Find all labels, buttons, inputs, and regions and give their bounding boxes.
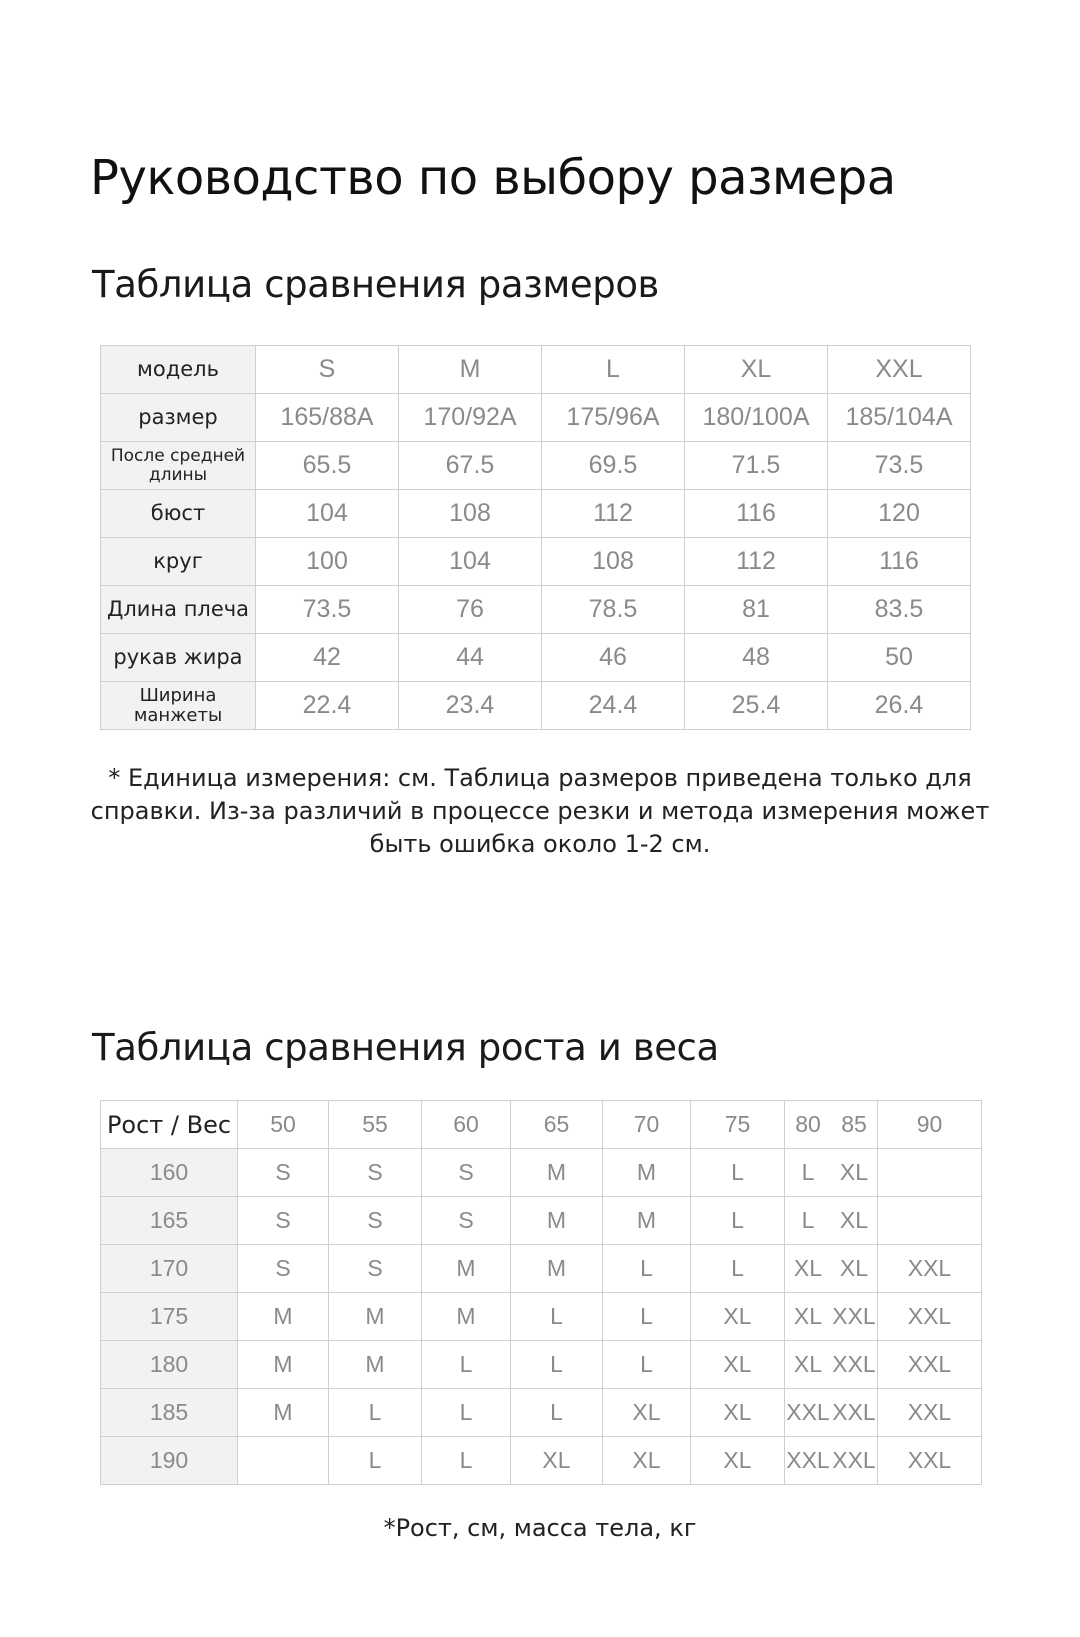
size-cell: XL xyxy=(793,1303,823,1329)
size-cell: S xyxy=(329,1245,422,1293)
height-label: 160 xyxy=(101,1149,238,1197)
header-label: модель xyxy=(101,346,256,394)
size-cell: XL xyxy=(793,1351,823,1377)
size-cell-pair-wrap xyxy=(785,1399,877,1426)
size-cell: XXL xyxy=(832,1399,876,1425)
size-cell: XXL xyxy=(878,1341,982,1389)
value-cell: 76 xyxy=(399,586,542,634)
value-cell: 42 xyxy=(256,634,399,682)
size-cell-pair xyxy=(785,1149,878,1197)
value-cell: 65.5 xyxy=(256,442,399,490)
table-row xyxy=(101,634,971,682)
size-cell: M xyxy=(511,1149,603,1197)
height-label: 165 xyxy=(101,1197,238,1245)
size-column-header: M xyxy=(399,346,542,394)
size-cell: S xyxy=(422,1197,511,1245)
value-cell: 73.5 xyxy=(256,586,399,634)
table-row xyxy=(101,682,971,730)
size-cell xyxy=(878,1149,982,1197)
size-cell: XL xyxy=(691,1437,785,1485)
size-cell-pair-wrap xyxy=(785,1303,877,1330)
value-cell: 69.5 xyxy=(542,442,685,490)
table-row xyxy=(101,1245,982,1293)
table-row xyxy=(101,538,971,586)
row-label-line: Ширина xyxy=(139,684,217,706)
size-cell-pair xyxy=(785,1293,878,1341)
size-cell: L xyxy=(603,1341,691,1389)
size-cell: M xyxy=(238,1341,329,1389)
height-label: 170 xyxy=(101,1245,238,1293)
weight-header: 85 xyxy=(841,1111,867,1137)
value-cell: 48 xyxy=(685,634,828,682)
size-column-header: S xyxy=(256,346,399,394)
size-cell-pair xyxy=(785,1245,878,1293)
value-cell: 116 xyxy=(685,490,828,538)
size-cell xyxy=(238,1437,329,1485)
value-cell: 100 xyxy=(256,538,399,586)
size-cell: XXL xyxy=(786,1447,830,1473)
value-cell: 81 xyxy=(685,586,828,634)
size-cell: XL xyxy=(511,1437,603,1485)
size-cell: M xyxy=(238,1389,329,1437)
value-cell: 104 xyxy=(256,490,399,538)
size-cell: M xyxy=(603,1149,691,1197)
size-cell: M xyxy=(511,1245,603,1293)
size-cell: M xyxy=(238,1293,329,1341)
size-cell: L xyxy=(801,1207,815,1233)
value-cell: 78.5 xyxy=(542,586,685,634)
note-line: * Единица измерения: см. Таблица размеров приведена только для xyxy=(108,764,972,792)
row-label: Длина плеча xyxy=(101,586,256,634)
size-cell: XXL xyxy=(832,1447,876,1473)
value-cell: 71.5 xyxy=(685,442,828,490)
weight-header: 60 xyxy=(422,1101,511,1149)
header-label: Рост / Вес xyxy=(101,1101,238,1149)
size-cell: L xyxy=(691,1149,785,1197)
size-cell: XL xyxy=(691,1341,785,1389)
value-cell: 23.4 xyxy=(399,682,542,730)
value-cell: 104 xyxy=(399,538,542,586)
value-cell: 22.4 xyxy=(256,682,399,730)
height-label: 175 xyxy=(101,1293,238,1341)
size-cell xyxy=(878,1197,982,1245)
table-row xyxy=(101,394,971,442)
size-cell: XXL xyxy=(878,1245,982,1293)
size-cell-pair-wrap xyxy=(785,1447,877,1474)
size-cell-pair-wrap xyxy=(785,1159,877,1186)
row-label xyxy=(101,682,256,730)
note-line: быть ошибка около 1-2 см. xyxy=(369,830,711,858)
table-row xyxy=(101,1389,982,1437)
size-cell: L xyxy=(603,1245,691,1293)
height-weight-table-title: Таблица сравнения роста и веса xyxy=(92,1026,719,1069)
size-column-header: XL xyxy=(685,346,828,394)
table-row xyxy=(101,442,971,490)
table-row xyxy=(101,1149,982,1197)
value-cell: 120 xyxy=(828,490,971,538)
size-cell: L xyxy=(511,1293,603,1341)
size-cell-pair-wrap xyxy=(785,1207,877,1234)
note-line: справки. Из-за различий в процессе резки и метода измерения может xyxy=(90,797,990,825)
header-row xyxy=(101,346,971,394)
table-row xyxy=(101,1293,982,1341)
size-cell: XXL xyxy=(878,1389,982,1437)
size-cell-pair xyxy=(785,1389,878,1437)
size-cell: L xyxy=(691,1197,785,1245)
size-cell: L xyxy=(691,1245,785,1293)
height-label: 180 xyxy=(101,1341,238,1389)
weight-header: 80 xyxy=(795,1111,821,1137)
value-cell: 83.5 xyxy=(828,586,971,634)
page-title: Руководство по выбору размера xyxy=(90,150,896,206)
size-cell: S xyxy=(238,1197,329,1245)
size-cell: L xyxy=(329,1389,422,1437)
height-label: 190 xyxy=(101,1437,238,1485)
size-cell: M xyxy=(329,1341,422,1389)
size-cell: XXL xyxy=(786,1399,830,1425)
table-row xyxy=(101,1341,982,1389)
size-cell: L xyxy=(422,1341,511,1389)
size-cell: XXL xyxy=(878,1437,982,1485)
value-cell: 25.4 xyxy=(685,682,828,730)
size-cell: L xyxy=(511,1389,603,1437)
table-row xyxy=(101,1197,982,1245)
value-cell: 50 xyxy=(828,634,971,682)
size-table-note xyxy=(0,762,1080,861)
height-weight-note: *Рост, см, масса тела, кг xyxy=(383,1514,697,1542)
size-cell: M xyxy=(329,1293,422,1341)
size-cell: XL xyxy=(839,1159,869,1185)
value-cell: 108 xyxy=(399,490,542,538)
size-cell-pair-wrap xyxy=(785,1351,877,1378)
table-row xyxy=(101,1437,982,1485)
weight-header: 50 xyxy=(238,1101,329,1149)
size-column-header: L xyxy=(542,346,685,394)
size-cell-pair-wrap xyxy=(785,1255,877,1282)
size-cell: M xyxy=(422,1245,511,1293)
size-cell: L xyxy=(801,1159,815,1185)
value-cell: 170/92A xyxy=(399,394,542,442)
size-cell: L xyxy=(422,1437,511,1485)
size-cell: S xyxy=(329,1149,422,1197)
height-label: 185 xyxy=(101,1389,238,1437)
size-comparison-table xyxy=(100,345,971,730)
size-cell: XXL xyxy=(878,1293,982,1341)
row-label: бюст xyxy=(101,490,256,538)
size-cell: M xyxy=(511,1197,603,1245)
value-cell: 67.5 xyxy=(399,442,542,490)
value-cell: 175/96A xyxy=(542,394,685,442)
size-cell: S xyxy=(238,1149,329,1197)
row-label: размер xyxy=(101,394,256,442)
weight-header: 90 xyxy=(878,1101,982,1149)
size-cell-pair xyxy=(785,1341,878,1389)
value-cell: 165/88A xyxy=(256,394,399,442)
weight-header: 65 xyxy=(511,1101,603,1149)
header-row xyxy=(101,1101,982,1149)
size-cell: L xyxy=(329,1437,422,1485)
size-cell: XL xyxy=(691,1389,785,1437)
value-cell: 116 xyxy=(828,538,971,586)
size-table-title: Таблица сравнения размеров xyxy=(92,263,659,306)
size-cell: L xyxy=(422,1389,511,1437)
size-cell: L xyxy=(511,1341,603,1389)
size-cell: XXL xyxy=(832,1351,876,1377)
size-cell: M xyxy=(422,1293,511,1341)
value-cell: 73.5 xyxy=(828,442,971,490)
value-cell: 26.4 xyxy=(828,682,971,730)
weight-header-pair-wrap xyxy=(785,1111,877,1138)
size-cell-pair xyxy=(785,1437,878,1485)
size-cell: XL xyxy=(603,1389,691,1437)
row-label: рукав жира xyxy=(101,634,256,682)
size-cell: S xyxy=(329,1197,422,1245)
size-cell: XL xyxy=(839,1207,869,1233)
row-label-line: манжеты xyxy=(133,704,223,726)
value-cell: 44 xyxy=(399,634,542,682)
size-cell: S xyxy=(238,1245,329,1293)
weight-header: 75 xyxy=(691,1101,785,1149)
value-cell: 24.4 xyxy=(542,682,685,730)
row-label-line: После средней xyxy=(110,445,246,466)
size-cell: XL xyxy=(793,1255,823,1281)
size-cell: XL xyxy=(839,1255,869,1281)
row-label xyxy=(101,442,256,490)
value-cell: 112 xyxy=(542,490,685,538)
size-cell: XL xyxy=(691,1293,785,1341)
size-cell: XL xyxy=(603,1437,691,1485)
value-cell: 180/100A xyxy=(685,394,828,442)
value-cell: 46 xyxy=(542,634,685,682)
size-cell: XXL xyxy=(832,1303,876,1329)
size-cell: M xyxy=(603,1197,691,1245)
row-label-line: длины xyxy=(148,464,208,485)
value-cell: 112 xyxy=(685,538,828,586)
weight-header: 70 xyxy=(603,1101,691,1149)
value-cell: 185/104A xyxy=(828,394,971,442)
size-cell-pair xyxy=(785,1197,878,1245)
size-cell: L xyxy=(603,1293,691,1341)
height-weight-table xyxy=(100,1100,982,1485)
table-row xyxy=(101,490,971,538)
weight-header: 55 xyxy=(329,1101,422,1149)
table-row xyxy=(101,586,971,634)
weight-header-pair xyxy=(785,1101,878,1149)
size-cell: S xyxy=(422,1149,511,1197)
row-label: круг xyxy=(101,538,256,586)
size-column-header: XXL xyxy=(828,346,971,394)
value-cell: 108 xyxy=(542,538,685,586)
